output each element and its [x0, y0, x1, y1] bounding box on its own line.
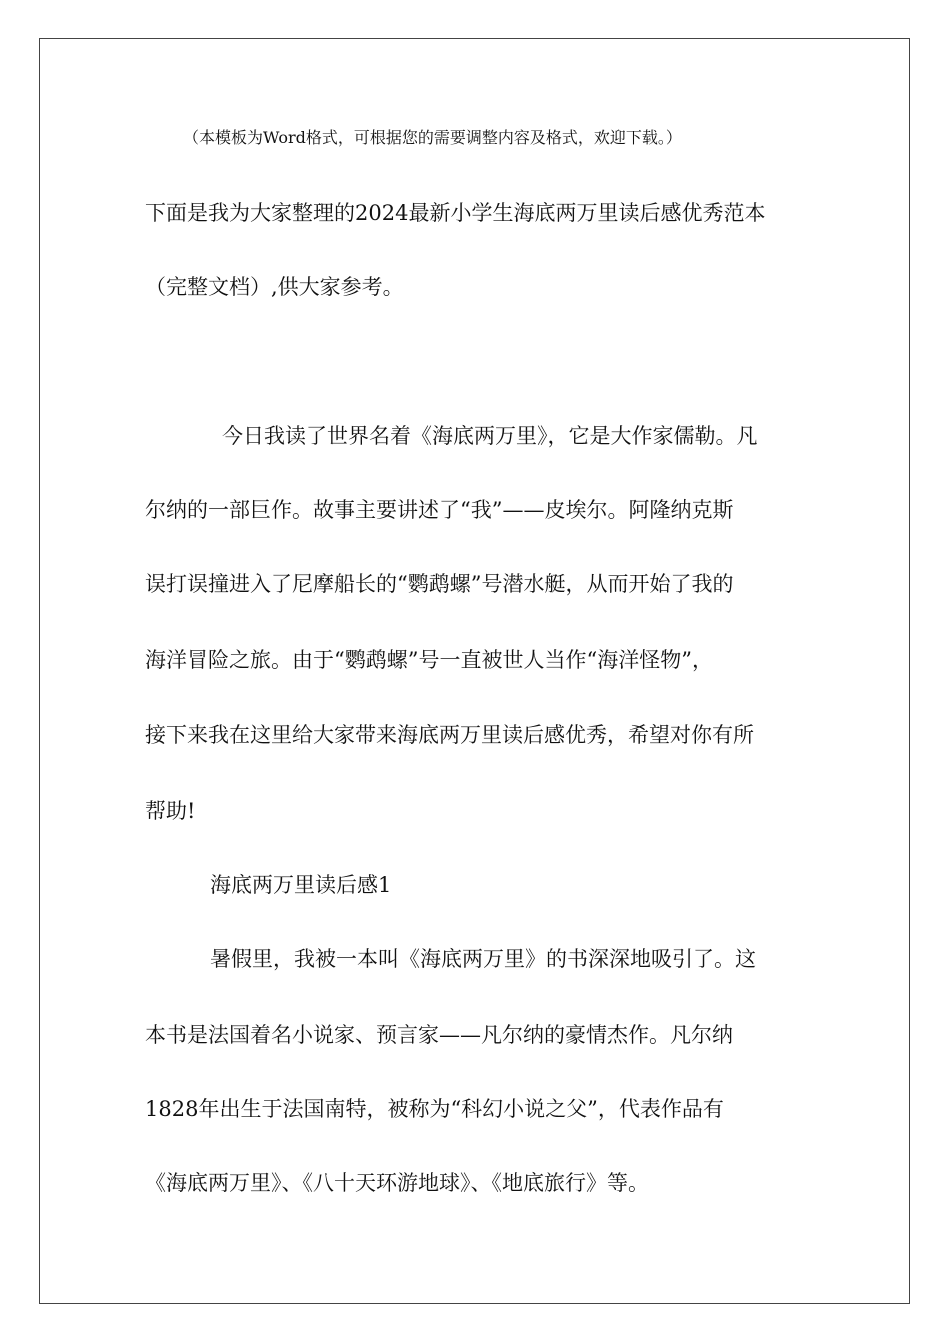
intro-line-1: 下面是我为大家整理的2024最新小学生海底两万里读后感优秀范本: [145, 201, 766, 225]
body-line-2: 本书是法国着名小说家、预言家——凡尔纳的豪情杰作。凡尔纳: [145, 1023, 733, 1047]
summary-line-4: 海洋冒险之旅。由于“鹦鹉螺”号一直被世人当作“海洋怪物”，: [145, 648, 713, 672]
summary-line-6: 帮助!: [145, 799, 196, 823]
body-line-3: 1828年出生于法国南特，被称为“科幻小说之父”，代表作品有: [145, 1097, 724, 1121]
body-line-1: 暑假里，我被一本叫《海底两万里》的书深深地吸引了。这: [210, 947, 756, 971]
section-title: 海底两万里读后感1: [210, 873, 392, 897]
intro-line-2: （完整文档）,供大家参考。: [145, 275, 404, 299]
summary-line-3: 误打误撞进入了尼摩船长的“鹦鹉螺”号潜水艇，从而开始了我的: [145, 572, 734, 596]
summary-line-5: 接下来我在这里给大家带来海底两万里读后感优秀，希望对你有所: [145, 723, 754, 747]
summary-line-2: 尔纳的一部巨作。故事主要讲述了“我”——皮埃尔。阿隆纳克斯: [145, 498, 734, 522]
body-line-4: 《海底两万里》、《八十天环游地球》、《地底旅行》等。: [145, 1171, 649, 1195]
summary-line-1: 今日我读了世界名着《海底两万里》，它是大作家儒勒。凡: [222, 424, 758, 448]
template-note: （本模板为Word格式，可根据您的需要调整内容及格式，欢迎下载。）: [183, 128, 682, 147]
